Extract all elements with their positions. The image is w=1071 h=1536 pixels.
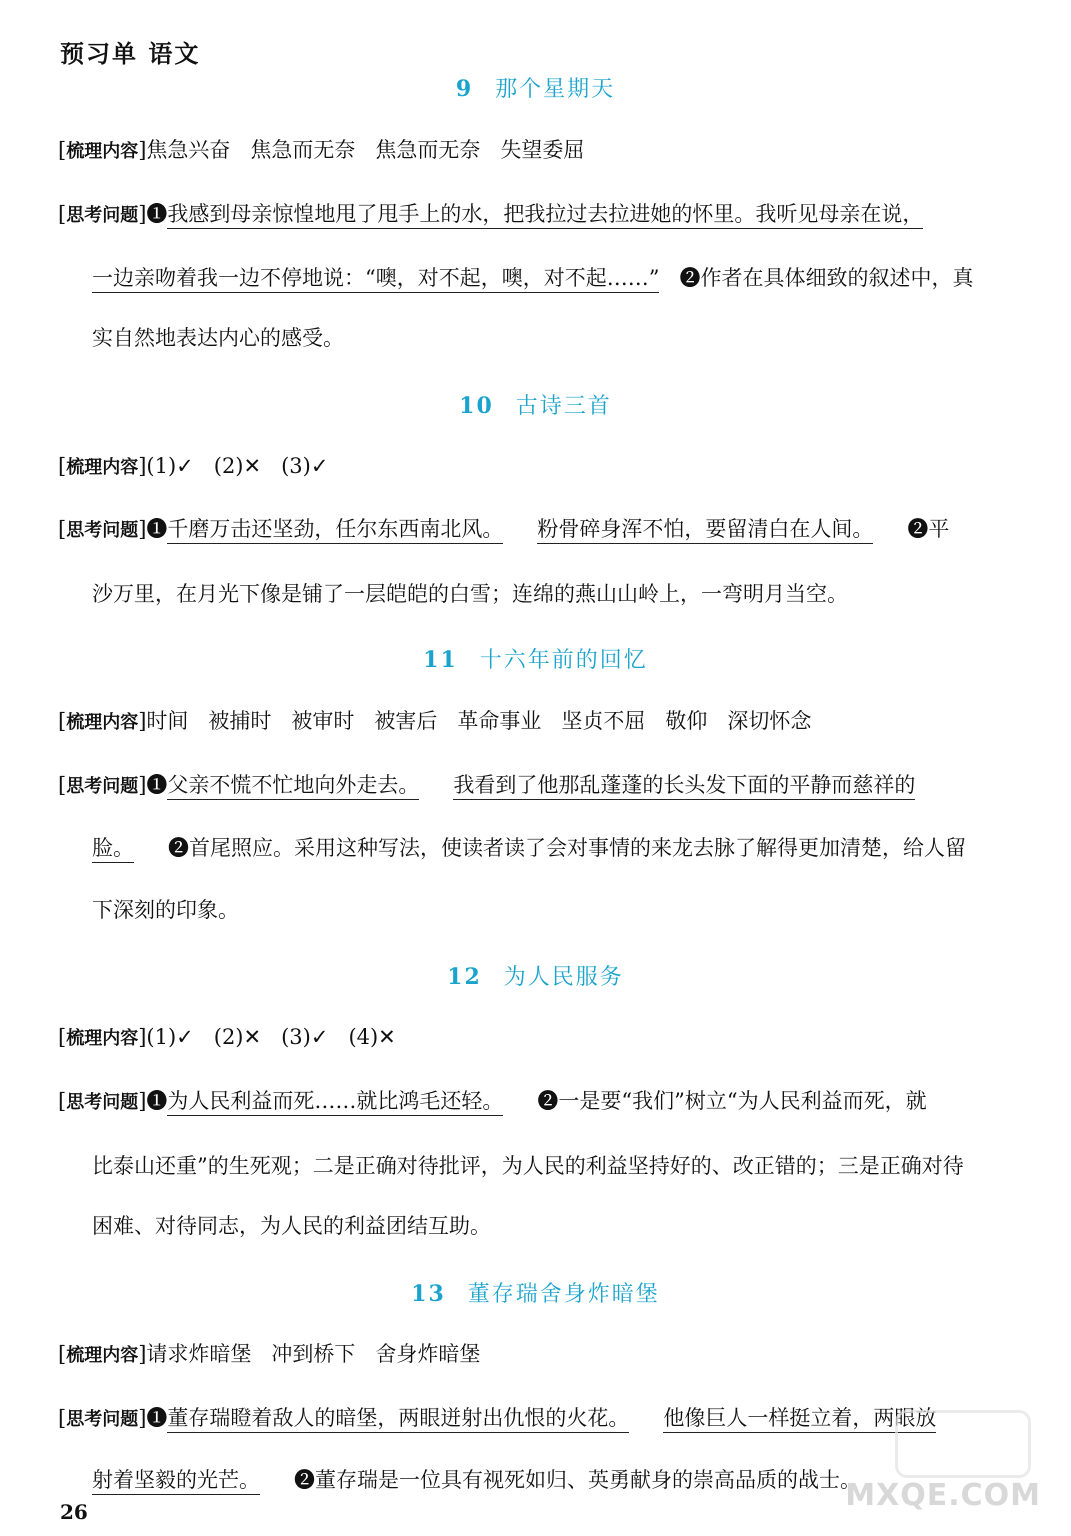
section-number: 9 [455,76,474,102]
section-title-text: 古诗三首 [515,394,612,419]
question-row [92,896,1023,924]
section-number: 13 [411,1281,446,1307]
outline-item: (2)✕ [213,1025,262,1049]
outline-item: 被审时 [291,709,355,733]
section-number: 10 [459,393,494,419]
question-label: 思考问题 [66,1092,139,1113]
section-title-text: 为人民服务 [503,965,624,990]
answer-text: 他像巨人一样挺立着，两眼放 [663,1406,936,1433]
circled-two-icon: ❷ [168,836,189,860]
outline-item: 舍身炸暗堡 [375,1342,481,1366]
question-row: [思考问题]❶千磨万击还坚劲，任尔东西南北风。 粉骨碎身浑不怕，要留清白在人间。 ❷平 [58,515,1023,545]
outline-item: 失望委屈 [500,138,585,162]
page-header: 预习单 语文 [60,40,201,68]
outline-item: 焦急兴奋 [146,138,231,162]
outline-item: 被害后 [374,709,438,733]
circled-one-icon: ❶ [146,1406,168,1430]
circled-one-icon: ❶ [146,1089,168,1113]
outline-item: 敬仰 [665,709,708,733]
question-row [92,834,1023,862]
question-row [92,1212,1023,1240]
answer-text: 一边亲吻着我一边不停地说：“噢，对不起，噢，对不起……” [92,266,659,293]
section-title-11 [0,643,1071,674]
circled-two-icon: ❷ [679,266,701,290]
answer-text: 作者在具体细致的叙述中，真 [700,266,974,290]
answer-text: 困难、对待同志，为人民的利益团结互助。 [92,1214,491,1238]
outline-item: 被捕时 [208,709,272,733]
question-label: 思考问题 [66,520,139,541]
outline-item: 时间 [146,709,189,733]
section-title-text: 董存瑞舍身炸暗堡 [467,1282,660,1307]
outline-item: (4)✕ [348,1025,396,1049]
answer-text: 我看到了他那乱蓬蓬的长头发下面的平静而慈祥的 [453,773,915,800]
outline-item: (1)✓ [146,1025,194,1049]
question-label: 思考问题 [66,776,139,797]
answer-text: 沙万里，在月光下像是铺了一层皑皑的白雪；连绵的燕山山岭上，一弯明月当空。 [92,582,848,606]
section-title-text: 十六年前的回忆 [479,648,648,673]
question-row [92,324,1023,352]
answer-text: 粉骨碎身浑不怕，要留清白在人间。 [537,517,873,544]
outline-item: (2)✕ [213,454,262,478]
circled-two-icon: ❷ [907,517,929,541]
outline-label: 梳理内容 [66,457,139,478]
outline-item: 焦急而无奈 [250,138,356,162]
question-label: 思考问题 [66,1409,139,1430]
answer-text: 千磨万击还坚劲，任尔东西南北风。 [167,517,503,544]
answer-text: 首尾照应。采用这种写法，使读者读了会对事情的来龙去脉了解得更加清楚，给人留 [189,836,966,860]
outline-label: 梳理内容 [66,712,139,733]
question-label: 思考问题 [66,205,139,226]
answer-text: 我感到母亲惊惶地甩了甩手上的水，把我拉过去拉进她的怀里。我听见母亲在说， [167,202,923,229]
outline-item: (1)✓ [146,454,194,478]
outline-item: 焦急而无奈 [375,138,481,162]
outline-item: 请求炸暗堡 [146,1342,252,1366]
question-row [92,580,1023,608]
section-title-text: 那个星期天 [495,77,616,102]
question-row [92,264,1023,292]
answer-text: 下深刻的印象。 [92,898,239,922]
outline-item: (3)✓ [281,454,329,478]
circled-one-icon: ❶ [146,517,168,541]
section-number: 11 [423,647,458,673]
outline-item: 深切怀念 [727,709,812,733]
circled-one-icon: ❶ [146,773,168,797]
outline-row: [梳理内容](1)✓ (2)✕ (3)✓ [58,454,329,478]
answer-text: 董存瑞瞪着敌人的暗堡，两眼迸射出仇恨的火花。 [167,1406,629,1433]
circled-two-icon: ❷ [537,1089,559,1113]
answer-text: 父亲不慌不忙地向外走去。 [167,773,419,800]
answer-text: 脸。 [92,836,134,863]
answer-text: 董存瑞是一位具有视死如归、英勇献身的崇高品质的战士。 [315,1468,861,1492]
watermark-logo [895,1410,1031,1478]
outline-item: 革命事业 [457,709,542,733]
outline-label: 梳理内容 [66,141,139,162]
outline-label: 梳理内容 [66,1345,139,1366]
outline-label: 梳理内容 [66,1028,139,1049]
outline-item: 坚贞不屈 [561,709,646,733]
question-row: [思考问题]❶董存瑞瞪着敌人的暗堡，两眼迸射出仇恨的火花。 他像巨人一样挺立着，两眼放 [58,1404,1023,1434]
question-row: [思考问题]❶父亲不慌不忙地向外走去。 我看到了他那乱蓬蓬的长头发下面的平静而慈祥的 [58,771,1023,801]
section-title-10 [0,389,1071,420]
answer-text: 实自然地表达内心的感受。 [92,326,344,350]
question-row [92,1152,1023,1180]
answer-text: 一是要“我们”树立“为人民利益而死，就 [558,1089,927,1113]
circled-one-icon: ❶ [146,202,168,226]
outline-item: 冲到桥下 [271,1342,356,1366]
answer-text: 射着坚毅的光芒。 [92,1468,260,1495]
section-title-12 [0,960,1071,991]
outline-row: [梳理内容]请求炸暗堡 冲到桥下 舍身炸暗堡 [58,1342,481,1366]
section-title-13 [0,1277,1071,1308]
section-title-9 [0,72,1071,103]
answer-text: 平 [928,517,950,541]
outline-row: [梳理内容]时间 被捕时 被审时 被害后 革命事业 坚贞不屈 敬仰 深切怀念 [58,709,812,733]
answer-text: 比泰山还重”的生死观；二是正确对待批评，为人民的利益坚持好的、改正错的；三是正确对待 [92,1154,964,1178]
outline-row: [梳理内容](1)✓ (2)✕ (3)✓ (4)✕ [58,1025,396,1049]
outline-row: [梳理内容]焦急兴奋 焦急而无奈 焦急而无奈 失望委屈 [58,138,585,162]
question-row: [思考问题]❶我感到母亲惊惶地甩了甩手上的水，把我拉过去拉进她的怀里。我听见母亲在说， [58,200,1023,230]
section-number: 12 [447,964,482,990]
question-row: [思考问题]❶为人民利益而死……就比鸿毛还轻。 ❷一是要“我们”树立“为人民利益而死，就 [58,1087,1023,1117]
page-number: 26 [60,1500,88,1524]
watermark-text: MXQE.COM [845,1478,1041,1513]
outline-item: (3)✓ [281,1025,329,1049]
circled-two-icon: ❷ [294,1468,315,1492]
answer-text: 为人民利益而死……就比鸿毛还轻。 [167,1089,503,1116]
